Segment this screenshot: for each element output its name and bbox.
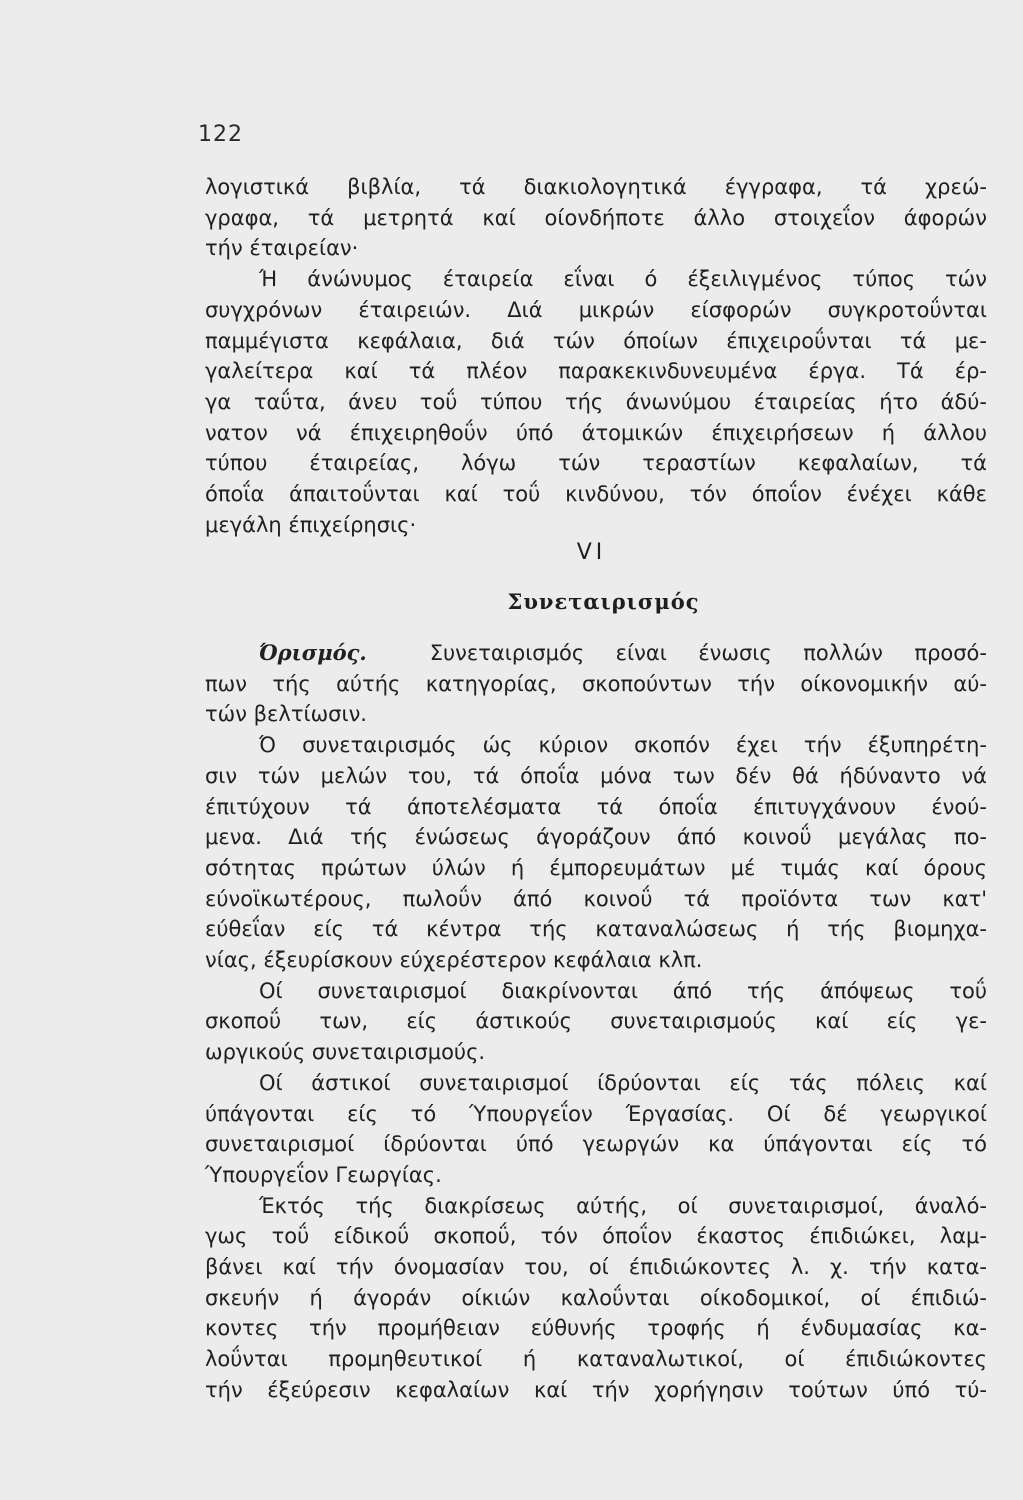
text-line: Έκτός τής διακρίσεως αύτής, οί συνεταιρισμοί, άναλό- bbox=[259, 1193, 987, 1218]
text-line: γραφα, τά μετρητά καί οίονδήποτε άλλο στοιχεΐον άφορών bbox=[205, 205, 987, 230]
text-line: Οί συνεταιρισμοί διακρίνονται άπό τής άπόψεως τοΰ bbox=[259, 978, 987, 1003]
text-line: τήν έταιρείαν· bbox=[205, 236, 359, 261]
definition-term: Όρισμός. bbox=[259, 640, 367, 665]
page-number: 122 bbox=[198, 122, 243, 147]
text-line: σότητας πρώτων ύλών ή έμπορευμάτων μέ τιμάς καί όρους bbox=[205, 855, 987, 880]
text-line: κοντες τήν προμήθειαν εύθυνής τροφής ή ένδυμασίας κα- bbox=[205, 1316, 987, 1341]
text-line: Οί άστικοί συνεταιρισμοί ίδρύονται είς τάς πόλεις καί bbox=[259, 1070, 987, 1095]
paragraph bbox=[205, 172, 987, 264]
text-line: σιν τών μελών του, τά όποΐα μόνα των δέν θά ήδύναντο νά bbox=[205, 763, 987, 788]
text-line: τύπου έταιρείας, λόγω τών τεραστίων κεφαλαίων, τά bbox=[205, 451, 987, 476]
text-line: Ό συνεταιρισμός ώς κύριον σκοπόν έχει τήν έξυπηρέτη- bbox=[259, 733, 987, 758]
paragraph bbox=[205, 1191, 987, 1406]
section-body bbox=[205, 638, 987, 1406]
text-line: λογιστικά βιβλία, τά διακιολογητικά έγγραφα, τά χρεώ- bbox=[205, 175, 987, 199]
text-line: βάνει καί τήν όνομασίαν του, οί έπιδιώκοντες λ. χ. τήν κατα- bbox=[205, 1255, 987, 1280]
text-line: όποΐα άπαιτοΰνται καί τοΰ κινδύνου, τόν όποΐον ένέχει κάθε bbox=[205, 482, 987, 507]
text-line: πων τής αύτής κατηγορίας, σκοπούντων τήν οίκονομικήν αύ- bbox=[205, 671, 987, 696]
text-line: Ύπουργεΐον Γεωργίας. bbox=[205, 1162, 442, 1187]
paragraph bbox=[205, 1068, 987, 1191]
text-line: ωργικούς συνεταιρισμούς. bbox=[205, 1040, 486, 1065]
paragraph bbox=[205, 730, 987, 976]
section-title: Συνεταιρισμός bbox=[507, 589, 700, 614]
text-line: παμμέγιστα κεφάλαια, διά τών όποίων έπιχειροΰνται τά με- bbox=[205, 328, 987, 353]
text-line: νατον νά έπιχειρηθοΰν ύπό άτομικών έπιχειρήσεων ή άλλου bbox=[205, 420, 987, 445]
text-line: συγχρόνων έταιρειών. Διά μικρών είσφορών συγκροτοΰνται bbox=[205, 297, 987, 322]
text-line: τήν έξεύρεσιν κεφαλαίων καί τήν χορήγησιν τούτων ύπό τύ- bbox=[205, 1377, 987, 1402]
text-line: νίας, έξευρίσκουν εύχερέστερον κεφάλαια κλπ. bbox=[205, 948, 703, 973]
section-number: VI bbox=[576, 540, 607, 565]
text-line: Ή άνώνυμος έταιρεία εΐναι ό έξειλιγμένος τύπος τών bbox=[259, 267, 987, 292]
text-line: τών βελτίωσιν. bbox=[205, 702, 367, 727]
intro-text bbox=[205, 172, 987, 540]
text-line: συνεταιρισμοί ίδρύονται ύπό γεωργών κα ύπάγονται είς τό bbox=[205, 1132, 987, 1157]
text-line: έπιτύχουν τά άποτελέσματα τά όποΐα έπιτυγχάνουν ένού- bbox=[205, 794, 987, 819]
text-line: γως τοΰ είδικοΰ σκοποΰ, τόν όποΐον έκαστος έπιδιώκει, λαμ- bbox=[205, 1224, 987, 1249]
definition-paragraph bbox=[205, 638, 987, 730]
text-line: σκευήν ή άγοράν οίκιών καλοΰνται οίκοδομικοί, οί έπιδιώ- bbox=[205, 1285, 987, 1310]
paragraph bbox=[205, 976, 987, 1068]
text-line: λοΰνται προμηθευτικοί ή καταναλωτικοί, οί έπιδιώκοντες bbox=[205, 1347, 987, 1372]
paragraph bbox=[205, 264, 987, 540]
text-line: σκοποΰ των, είς άστικούς συνεταιρισμούς καί είς γε- bbox=[205, 1009, 987, 1034]
text-line: ύπάγονται είς τό Ύπουργεΐον Έργασίας. Οί δέ γεωργικοί bbox=[205, 1101, 987, 1126]
definition-text: Συνεταιρισμός είναι ένωσις πολλών προσό- bbox=[429, 641, 987, 665]
text-line bbox=[205, 638, 987, 669]
text-line: εύνοϊκωτέρους, πωλοΰν άπό κοινοΰ τά προϊόντα των κατ' bbox=[205, 886, 987, 911]
text-line: γαλείτερα καί τά πλέον παρακεκινδυνευμένα έργα. Τά έρ- bbox=[205, 359, 987, 384]
text-line: μεγάλη έπιχείρησις· bbox=[205, 512, 417, 537]
text-line: εύθεΐαν είς τά κέντρα τής καταναλώσεως ή τής βιομηχα- bbox=[205, 917, 987, 942]
text-line: μενα. Διά τής ένώσεως άγοράζουν άπό κοινοΰ μεγάλας πο- bbox=[205, 825, 987, 850]
text-line: γα ταΰτα, άνευ τοΰ τύπου τής άνωνύμου έταιρείας ήτο άδύ- bbox=[205, 389, 987, 414]
